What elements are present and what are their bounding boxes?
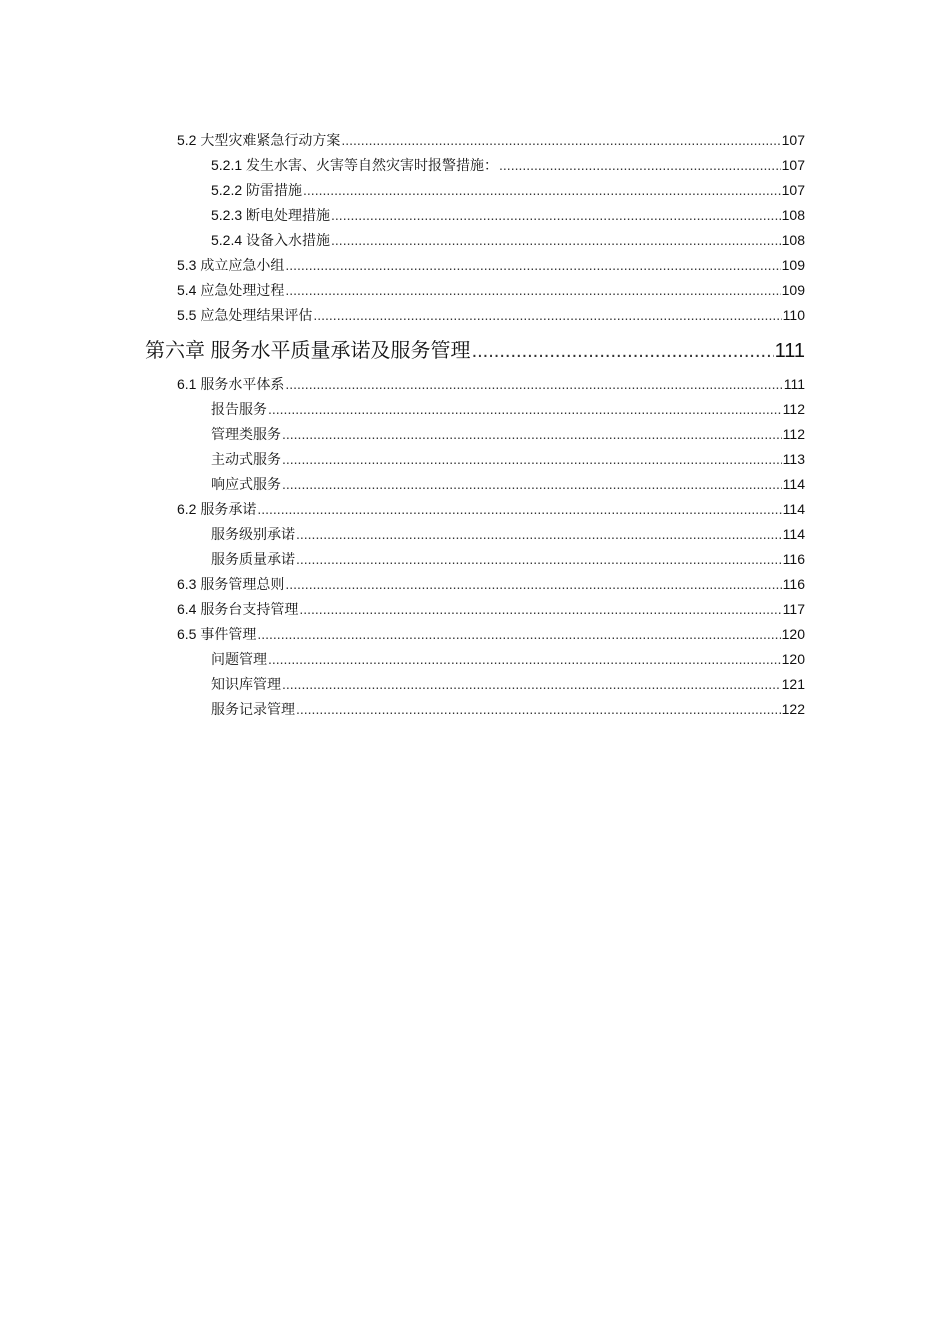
toc-dot-leader (296, 700, 781, 718)
toc-page-number: 107 (781, 157, 805, 173)
toc-entry-label: 6.3 服务管理总则 (177, 576, 285, 592)
toc-entry[interactable] (0, 543, 805, 568)
toc-dot-leader (331, 206, 781, 224)
toc-dot-leader (285, 281, 780, 299)
toc-entry[interactable] (0, 393, 805, 418)
toc-entry[interactable] (0, 199, 805, 224)
toc-dot-leader (282, 450, 782, 468)
toc-entry-label: 知识库管理 (211, 676, 281, 692)
toc-page-number: 107 (781, 182, 805, 198)
toc-entry-label: 6.4 服务台支持管理 (177, 601, 299, 617)
toc-entry-label: 服务记录管理 (211, 701, 295, 717)
toc-entry[interactable] (0, 249, 805, 274)
toc-entry-label: 主动式服务 (211, 451, 281, 467)
toc-dot-leader (303, 181, 781, 199)
toc-dot-leader (285, 575, 781, 593)
toc-entry[interactable] (0, 618, 805, 643)
toc-page-number: 112 (782, 426, 805, 442)
toc-page-number: 120 (781, 626, 805, 642)
toc-entry[interactable] (0, 174, 805, 199)
toc-entry[interactable] (0, 299, 805, 324)
toc-page-number: 111 (783, 376, 805, 392)
toc-page-number: 116 (782, 576, 805, 592)
toc-entry[interactable] (0, 124, 805, 149)
toc-page-number: 111 (774, 340, 805, 362)
toc-entry-label: 5.3 成立应急小组 (177, 257, 285, 273)
toc-entry-label: 6.5 事件管理 (177, 626, 257, 642)
toc-dot-leader (285, 375, 782, 393)
toc-dot-leader (331, 231, 781, 249)
toc-entry[interactable] (0, 274, 805, 299)
toc-entry[interactable] (0, 224, 805, 249)
toc-dot-leader (282, 425, 782, 443)
toc-entry[interactable] (0, 468, 805, 493)
toc-entry-label: 5.2.2 防雷措施 (211, 182, 303, 198)
toc-entry-label: 6.1 服务水平体系 (177, 376, 285, 392)
toc-entry-label: 5.2 大型灾难紧急行动方案 (177, 132, 341, 148)
toc-page-number: 122 (781, 701, 805, 717)
toc-page-number: 109 (781, 282, 805, 298)
toc-dot-leader (299, 600, 781, 618)
toc-entry-label: 5.4 应急处理过程 (177, 282, 285, 298)
toc-page-number: 120 (781, 651, 805, 667)
toc-dot-leader (341, 131, 780, 149)
toc-page-number: 117 (782, 601, 805, 617)
toc-entry[interactable] (0, 149, 805, 174)
toc-entry[interactable] (0, 368, 805, 393)
toc-page-number: 109 (781, 257, 805, 273)
toc-entry[interactable] (0, 443, 805, 468)
toc-entry-label: 服务级别承诺 (211, 526, 295, 542)
toc-entry[interactable] (0, 418, 805, 443)
table-of-contents (0, 124, 950, 718)
toc-page-number: 107 (781, 132, 805, 148)
toc-entry-label: 5.2.4 设备入水措施 (211, 232, 331, 248)
toc-page-number: 114 (782, 476, 805, 492)
toc-entry[interactable] (0, 518, 805, 543)
toc-entry-label: 问题管理 (211, 651, 267, 667)
toc-page-number: 112 (782, 401, 805, 417)
toc-entry-label: 响应式服务 (211, 476, 281, 492)
toc-page-number: 114 (782, 526, 805, 542)
toc-dot-leader (499, 156, 781, 174)
toc-entry-label: 报告服务 (211, 401, 267, 417)
toc-entry[interactable] (0, 668, 805, 693)
toc-dot-leader (296, 550, 782, 568)
toc-dot-leader (268, 400, 782, 418)
toc-dot-leader (282, 475, 782, 493)
toc-entry-label: 5.5 应急处理结果评估 (177, 307, 313, 323)
toc-dot-leader (257, 625, 780, 643)
toc-chapter-entry[interactable] (0, 324, 805, 368)
toc-entry[interactable] (0, 493, 805, 518)
toc-dot-leader (282, 675, 781, 693)
toc-dot-leader (268, 650, 781, 668)
toc-dot-leader (257, 500, 781, 518)
toc-dot-leader (296, 525, 782, 543)
toc-entry-label: 5.2.1 发生水害、火害等自然灾害时报警措施： (211, 157, 499, 173)
toc-dot-leader (313, 306, 781, 324)
toc-page-number: 121 (781, 676, 805, 692)
toc-entry-label: 服务质量承诺 (211, 551, 295, 567)
toc-dot-leader (472, 338, 774, 364)
toc-chapter-label: 第六章 服务水平质量承诺及服务管理 (145, 340, 471, 362)
toc-page-number: 108 (781, 232, 805, 248)
toc-page-number: 116 (782, 551, 805, 567)
toc-entry-label: 5.2.3 断电处理措施 (211, 207, 331, 223)
toc-entry[interactable] (0, 593, 805, 618)
toc-page-number: 114 (782, 501, 805, 517)
toc-dot-leader (285, 256, 780, 274)
toc-page-number: 108 (781, 207, 805, 223)
toc-entry-label: 6.2 服务承诺 (177, 501, 257, 517)
toc-entry-label: 管理类服务 (211, 426, 281, 442)
toc-page-number: 113 (782, 451, 805, 467)
toc-entry[interactable] (0, 568, 805, 593)
toc-page-number: 110 (782, 307, 805, 323)
toc-entry[interactable] (0, 643, 805, 668)
toc-entry[interactable] (0, 693, 805, 718)
